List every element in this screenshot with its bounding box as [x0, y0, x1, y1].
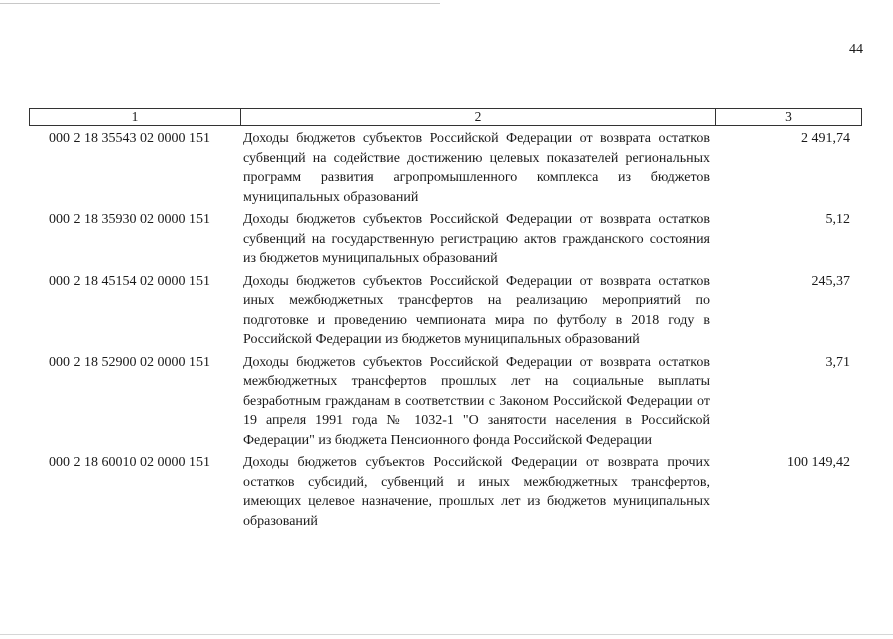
- table-row: [29, 353, 862, 451]
- amount: 245,37: [811, 273, 850, 289]
- budget-code: 000 2 18 52900 02 0000 151: [49, 354, 210, 370]
- amount: 2 491,74: [801, 131, 850, 146]
- table-header-row: [29, 108, 862, 126]
- amount: 100 149,42: [787, 455, 850, 470]
- table-row: [29, 129, 862, 207]
- revenue-description: Доходы бюджетов субъектов Российской Федерации от возврата остатков субвенций на содействие достижению целевых показателей региональных программ развития агропромышленного комплекса из бюджетов муниципальных образований: [243, 131, 710, 205]
- revenue-table: [29, 108, 862, 534]
- budget-code: 000 2 18 45154 02 0000 151: [49, 273, 210, 289]
- scan-edge-top: [0, 3, 440, 4]
- table-body: [29, 126, 862, 531]
- revenue-description: Доходы бюджетов субъектов Российской Федерации от возврата остатков субвенций на государственную регистрацию актов гражданского состояния из бюджетов муниципальных образований: [243, 212, 710, 266]
- scan-edge-bottom: [0, 634, 893, 635]
- revenue-description: Доходы бюджетов субъектов Российской Федерации от возврата остатков межбюджетных трансфертов прошлых лет на социальные выплаты безработным гражданам в соответствии с Законом Российской Федерации от 19 апреля 1991 года № 1032-1 "О занятости населения в Российской Федерации" из бюджета Пенсионного фонда Российской Федерации: [243, 354, 710, 448]
- column-header-2: 2: [241, 109, 716, 125]
- budget-code: 000 2 18 35930 02 0000 151: [49, 212, 210, 227]
- revenue-description: Доходы бюджетов субъектов Российской Федерации от возврата остатков иных межбюджетных трансфертов на реализацию мероприятий по подготовке и проведению чемпионата мира по футболу в 2018 году в Российской Федерации из бюджетов муниципальных образований: [243, 273, 710, 347]
- budget-code: 000 2 18 60010 02 0000 151: [49, 455, 210, 470]
- table-row: [29, 453, 862, 531]
- table-row: [29, 210, 862, 269]
- revenue-description: Доходы бюджетов субъектов Российской Федерации от возврата прочих остатков субсидий, субвенций и иных межбюджетных трансфертов, имеющих целевое назначение, прошлых лет из бюджетов муниципальных образований: [243, 455, 710, 529]
- amount: 5,12: [825, 212, 850, 227]
- column-header-1: 1: [30, 109, 241, 125]
- page-number: 44: [849, 42, 863, 57]
- budget-code: 000 2 18 35543 02 0000 151: [49, 131, 210, 146]
- table-row: [29, 272, 862, 350]
- amount: 3,71: [825, 354, 850, 370]
- column-header-3: 3: [785, 109, 792, 124]
